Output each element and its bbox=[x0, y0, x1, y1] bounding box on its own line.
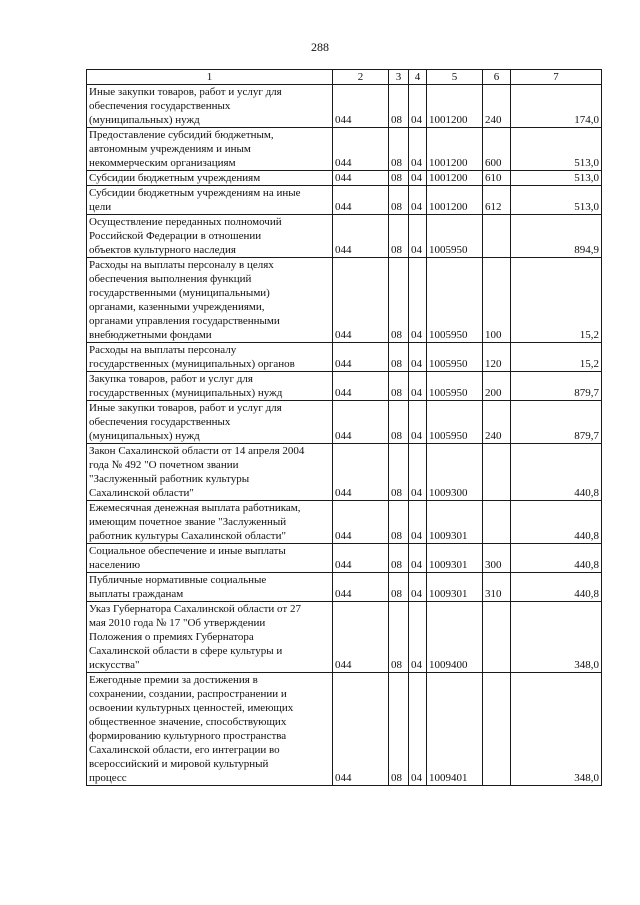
expense-type-cell: 612 bbox=[483, 186, 511, 215]
amount-cell: 440,8 bbox=[511, 444, 602, 501]
expense-type-cell bbox=[483, 501, 511, 544]
amount-cell: 15,2 bbox=[511, 258, 602, 343]
row-name-cell: Указ Губернатора Сахалинской области от 27 мая 2010 года № 17 "Об утверждении Положения о премиях Губернатора Сахалинской области в сфере культуры и искусства" bbox=[87, 602, 333, 673]
expense-type-cell: 100 bbox=[483, 258, 511, 343]
subsection-code-cell: 04 bbox=[409, 85, 427, 128]
table-row bbox=[87, 401, 602, 444]
section-code-cell: 08 bbox=[389, 258, 409, 343]
grbs-code-cell: 044 bbox=[333, 258, 389, 343]
subsection-code-cell: 04 bbox=[409, 501, 427, 544]
subsection-code-cell: 04 bbox=[409, 602, 427, 673]
grbs-code-cell: 044 bbox=[333, 215, 389, 258]
target-article-cell: 1009401 bbox=[427, 673, 483, 786]
section-code-cell: 08 bbox=[389, 215, 409, 258]
target-article-cell: 1005950 bbox=[427, 258, 483, 343]
amount-cell: 513,0 bbox=[511, 171, 602, 186]
column-header: 1 bbox=[87, 70, 333, 85]
section-code-cell: 08 bbox=[389, 128, 409, 171]
expense-type-cell: 600 bbox=[483, 128, 511, 171]
subsection-code-cell: 04 bbox=[409, 444, 427, 501]
target-article-cell: 1001200 bbox=[427, 85, 483, 128]
grbs-code-cell: 044 bbox=[333, 85, 389, 128]
grbs-code-cell: 044 bbox=[333, 544, 389, 573]
page-number: 288 bbox=[311, 40, 329, 54]
subsection-code-cell: 04 bbox=[409, 401, 427, 444]
target-article-cell: 1001200 bbox=[427, 171, 483, 186]
amount-cell: 348,0 bbox=[511, 673, 602, 786]
expense-type-cell: 610 bbox=[483, 171, 511, 186]
grbs-code-cell: 044 bbox=[333, 171, 389, 186]
target-article-cell: 1001200 bbox=[427, 186, 483, 215]
subsection-code-cell: 04 bbox=[409, 673, 427, 786]
grbs-code-cell: 044 bbox=[333, 186, 389, 215]
row-name-cell: Закупка товаров, работ и услуг для государственных (муниципальных) нужд bbox=[87, 372, 333, 401]
section-code-cell: 08 bbox=[389, 573, 409, 602]
target-article-cell: 1009301 bbox=[427, 573, 483, 602]
section-code-cell: 08 bbox=[389, 401, 409, 444]
table-row bbox=[87, 258, 602, 343]
expense-type-cell: 300 bbox=[483, 544, 511, 573]
column-header: 6 bbox=[483, 70, 511, 85]
table-row bbox=[87, 171, 602, 186]
target-article-cell: 1009400 bbox=[427, 602, 483, 673]
amount-cell: 174,0 bbox=[511, 85, 602, 128]
table-row bbox=[87, 128, 602, 171]
row-name-cell: Осуществление переданных полномочий Российской Федерации в отношении объектов культурного наследия bbox=[87, 215, 333, 258]
table-row bbox=[87, 186, 602, 215]
table-row bbox=[87, 673, 602, 786]
expense-type-cell: 200 bbox=[483, 372, 511, 401]
section-code-cell: 08 bbox=[389, 602, 409, 673]
grbs-code-cell: 044 bbox=[333, 673, 389, 786]
row-name-cell: Субсидии бюджетным учреждениям bbox=[87, 171, 333, 186]
column-header: 4 bbox=[409, 70, 427, 85]
row-name-cell: Иные закупки товаров, работ и услуг для обеспечения государственных (муниципальных) нужд bbox=[87, 401, 333, 444]
row-name-cell: Социальное обеспечение и иные выплаты населению bbox=[87, 544, 333, 573]
subsection-code-cell: 04 bbox=[409, 171, 427, 186]
section-code-cell: 08 bbox=[389, 171, 409, 186]
amount-cell: 440,8 bbox=[511, 501, 602, 544]
target-article-cell: 1005950 bbox=[427, 372, 483, 401]
expense-type-cell bbox=[483, 602, 511, 673]
target-article-cell: 1001200 bbox=[427, 128, 483, 171]
table-row bbox=[87, 444, 602, 501]
row-name-cell: Расходы на выплаты персоналу в целях обеспечения выполнения функций государственными (муниципальными) органами, казенными учреждениями, органами управления государственными внебюджетными фондами bbox=[87, 258, 333, 343]
table-row bbox=[87, 215, 602, 258]
expense-type-cell: 240 bbox=[483, 85, 511, 128]
section-code-cell: 08 bbox=[389, 343, 409, 372]
grbs-code-cell: 044 bbox=[333, 128, 389, 171]
target-article-cell: 1009301 bbox=[427, 544, 483, 573]
amount-cell: 879,7 bbox=[511, 401, 602, 444]
subsection-code-cell: 04 bbox=[409, 128, 427, 171]
table-row bbox=[87, 343, 602, 372]
table-row bbox=[87, 501, 602, 544]
grbs-code-cell: 044 bbox=[333, 401, 389, 444]
subsection-code-cell: 04 bbox=[409, 372, 427, 401]
subsection-code-cell: 04 bbox=[409, 343, 427, 372]
subsection-code-cell: 04 bbox=[409, 186, 427, 215]
expense-type-cell: 120 bbox=[483, 343, 511, 372]
subsection-code-cell: 04 bbox=[409, 215, 427, 258]
target-article-cell: 1009300 bbox=[427, 444, 483, 501]
amount-cell: 513,0 bbox=[511, 186, 602, 215]
subsection-code-cell: 04 bbox=[409, 544, 427, 573]
table-row bbox=[87, 372, 602, 401]
table-row bbox=[87, 602, 602, 673]
row-name-cell: Ежемесячная денежная выплата работникам, имеющим почетное звание "Заслуженный работник культуры Сахалинской области" bbox=[87, 501, 333, 544]
target-article-cell: 1005950 bbox=[427, 343, 483, 372]
budget-table bbox=[86, 69, 602, 786]
section-code-cell: 08 bbox=[389, 372, 409, 401]
grbs-code-cell: 044 bbox=[333, 372, 389, 401]
section-code-cell: 08 bbox=[389, 544, 409, 573]
row-name-cell: Ежегодные премии за достижения в сохранении, создании, распространении и освоении культурных ценностей, имеющих общественное значение, способствующих формированию культурного пространства Сахалинской области, его интеграции во всероссийский и мировой культурный процесс bbox=[87, 673, 333, 786]
expense-type-cell bbox=[483, 444, 511, 501]
row-name-cell: Предоставление субсидий бюджетным, автономным учреждениям и иным некоммерческим организациям bbox=[87, 128, 333, 171]
column-header: 7 bbox=[511, 70, 602, 85]
expense-type-cell: 240 bbox=[483, 401, 511, 444]
amount-cell: 879,7 bbox=[511, 372, 602, 401]
row-name-cell: Закон Сахалинской области от 14 апреля 2004 года № 492 "О почетном звании "Заслуженный работник культуры Сахалинской области" bbox=[87, 444, 333, 501]
section-code-cell: 08 bbox=[389, 85, 409, 128]
expense-type-cell bbox=[483, 673, 511, 786]
amount-cell: 513,0 bbox=[511, 128, 602, 171]
expense-type-cell bbox=[483, 215, 511, 258]
amount-cell: 894,9 bbox=[511, 215, 602, 258]
column-header: 5 bbox=[427, 70, 483, 85]
amount-cell: 15,2 bbox=[511, 343, 602, 372]
amount-cell: 440,8 bbox=[511, 544, 602, 573]
header-row bbox=[87, 70, 602, 85]
target-article-cell: 1005950 bbox=[427, 215, 483, 258]
grbs-code-cell: 044 bbox=[333, 444, 389, 501]
grbs-code-cell: 044 bbox=[333, 573, 389, 602]
table-row bbox=[87, 573, 602, 602]
row-name-cell: Публичные нормативные социальные выплаты гражданам bbox=[87, 573, 333, 602]
row-name-cell: Субсидии бюджетным учреждениям на иные цели bbox=[87, 186, 333, 215]
table-body bbox=[87, 85, 602, 786]
section-code-cell: 08 bbox=[389, 186, 409, 215]
section-code-cell: 08 bbox=[389, 444, 409, 501]
table-row bbox=[87, 544, 602, 573]
amount-cell: 440,8 bbox=[511, 573, 602, 602]
section-code-cell: 08 bbox=[389, 501, 409, 544]
grbs-code-cell: 044 bbox=[333, 343, 389, 372]
column-header: 3 bbox=[389, 70, 409, 85]
target-article-cell: 1009301 bbox=[427, 501, 483, 544]
amount-cell: 348,0 bbox=[511, 602, 602, 673]
expense-type-cell: 310 bbox=[483, 573, 511, 602]
grbs-code-cell: 044 bbox=[333, 501, 389, 544]
section-code-cell: 08 bbox=[389, 673, 409, 786]
subsection-code-cell: 04 bbox=[409, 573, 427, 602]
row-name-cell: Иные закупки товаров, работ и услуг для обеспечения государственных (муниципальных) нужд bbox=[87, 85, 333, 128]
target-article-cell: 1005950 bbox=[427, 401, 483, 444]
subsection-code-cell: 04 bbox=[409, 258, 427, 343]
column-header: 2 bbox=[333, 70, 389, 85]
table-row bbox=[87, 85, 602, 128]
row-name-cell: Расходы на выплаты персоналу государственных (муниципальных) органов bbox=[87, 343, 333, 372]
grbs-code-cell: 044 bbox=[333, 602, 389, 673]
